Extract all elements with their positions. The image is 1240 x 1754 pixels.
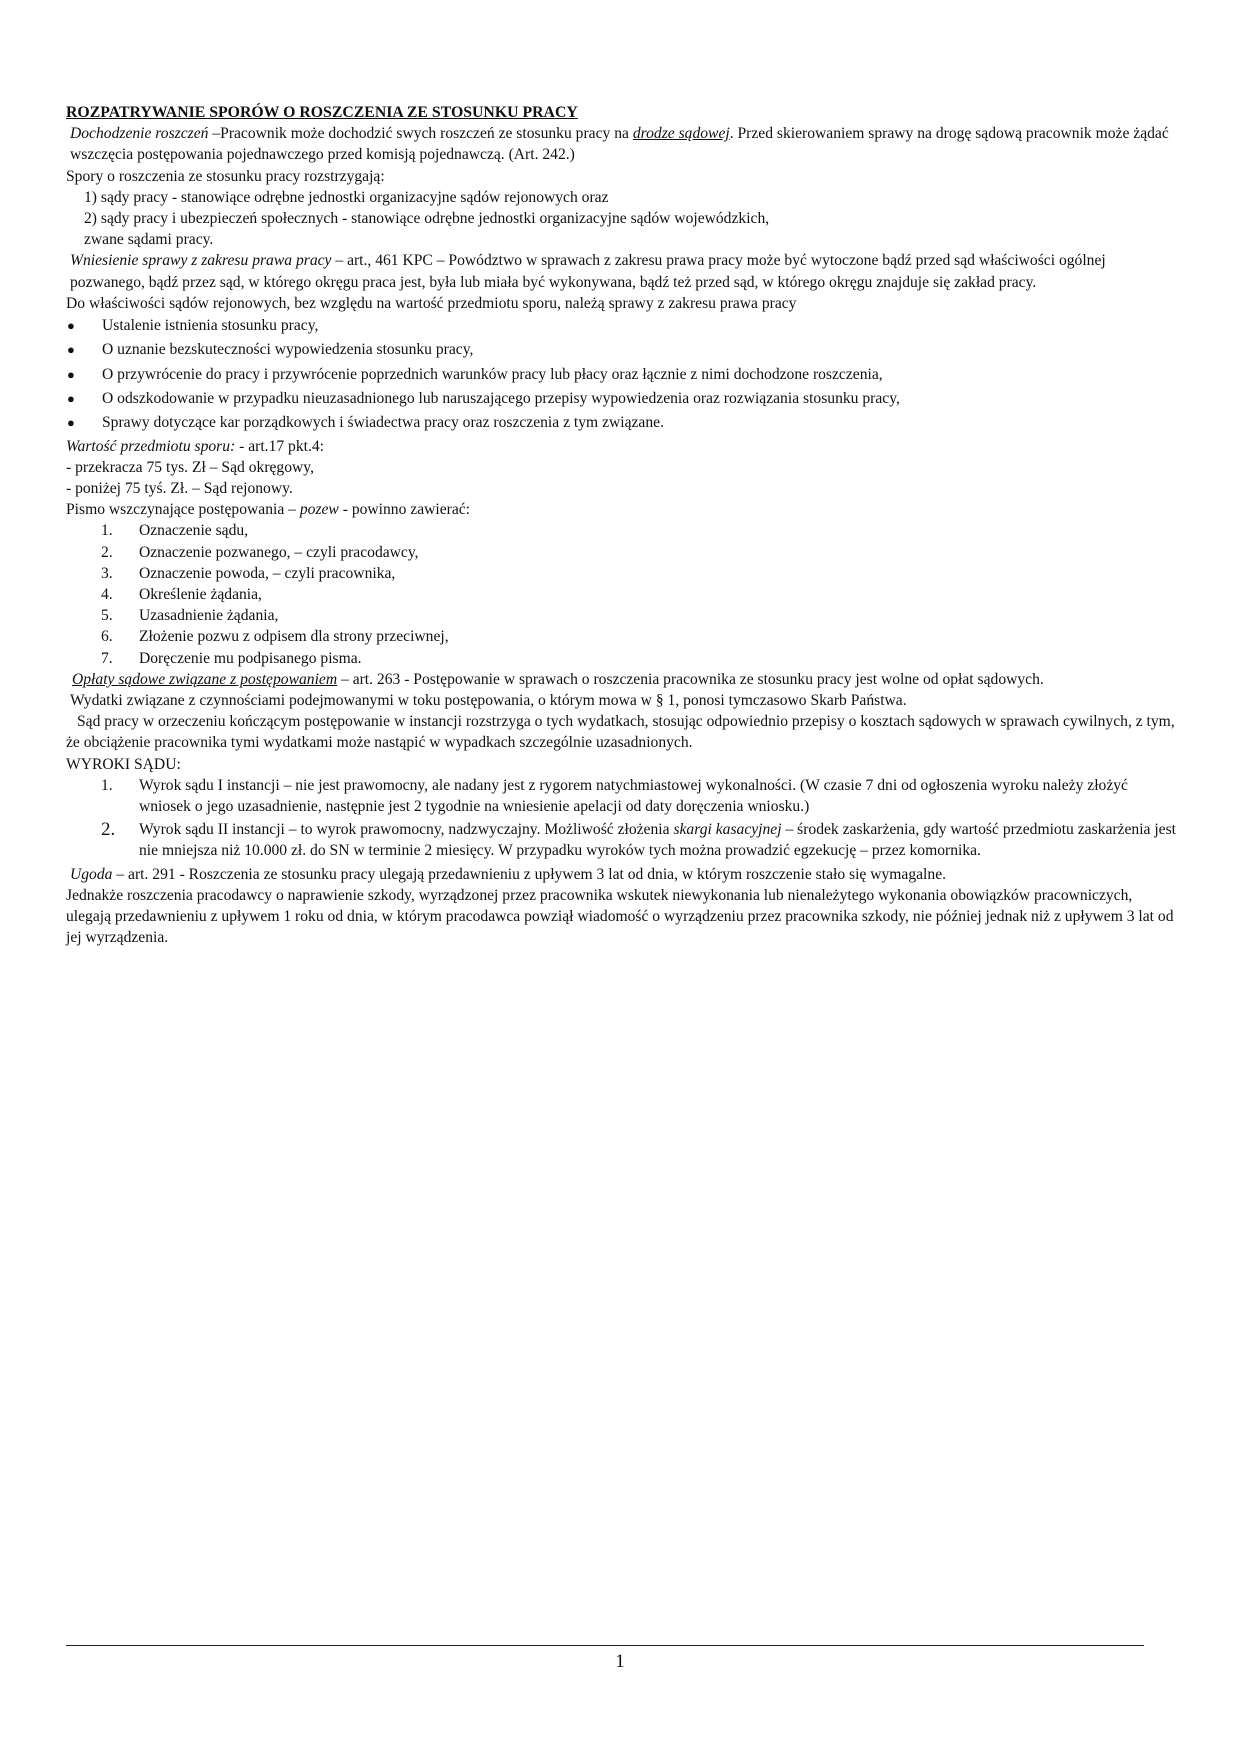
courts-list bbox=[66, 187, 1176, 251]
verdict-item-2-text-b: – środek zaskarżenia, gdy wartość przedmiotu zaskarżenia jest nie mniejsza niż 10.000 zł. do SN w terminie 2 miesięcy. W przypadku wyroków tych można prowadzić egzekucję – przez komornika. bbox=[139, 821, 1177, 860]
bullet-icon: ● bbox=[67, 318, 75, 334]
document-title: ROZPATRYWANIE SPORÓW O ROSZCZENIA ZE STOSUNKU PRACY bbox=[66, 104, 578, 121]
list-number: 4. bbox=[101, 585, 113, 603]
list-item-text: Ustalenie istnienia stosunku pracy, bbox=[102, 317, 319, 335]
district-bullet-list bbox=[66, 314, 1176, 435]
fees-term: Opłaty sądowe związane z postępowaniem bbox=[72, 670, 338, 688]
courts-item-2: 2) sądy pracy i ubezpieczeń społecznych - stanowiące odrębne jednostki organizacyjne sądów wojewódzkich, bbox=[84, 210, 770, 228]
verdicts-heading: WYROKI SĄDU: bbox=[66, 755, 181, 773]
district-heading: Do właściwości sądów rejonowych, bez względu na wartość przedmiotu sporu, należą sprawy z zakresu prawa pracy bbox=[66, 294, 797, 312]
list-number: 6. bbox=[101, 628, 113, 646]
page-number: 1 bbox=[615, 1651, 625, 1672]
fees-text: – art. 263 - Postępowanie w sprawach o roszczenia pracownika ze stosunku pracy jest wolne od opłat sądowych. bbox=[337, 670, 1044, 688]
settlement-text: – art. 291 - Roszczenia ze stosunku pracy ulegają przedawnieniu z upływem 3 lat od dnia, w którym roszczenie stało się wymagalne. bbox=[112, 865, 947, 883]
claim-text-2: - powinno zawierać: bbox=[338, 501, 471, 519]
filing-term: Wniesienie sprawy z zakresu prawa pracy bbox=[70, 252, 332, 270]
list-item-text: O przywrócenie do pracy i przywrócenie poprzednich warunków pracy lub płacy oraz łącznie z nimi dochodzone roszczenia, bbox=[102, 365, 883, 383]
value-paragraph bbox=[66, 436, 1176, 457]
list-item bbox=[66, 314, 1176, 338]
verdict-item-2-text-a: Wyrok sądu II instancji – to wyrok prawomocny, nadzwyczajny. Możliwość złożenia bbox=[139, 821, 674, 839]
bullet-icon: ● bbox=[67, 390, 75, 406]
list-item bbox=[66, 387, 1176, 411]
list-number: 5. bbox=[101, 607, 113, 625]
list-item bbox=[66, 605, 1176, 626]
list-item-text: Określenie żądania, bbox=[139, 585, 262, 603]
courts-heading: Spory o roszczenia ze stosunku pracy rozstrzygają: bbox=[66, 167, 385, 185]
list-number: 2. bbox=[101, 543, 113, 561]
list-number: 1. bbox=[101, 776, 113, 794]
verdict-item-2-term: skargi kasacyjnej bbox=[673, 821, 782, 839]
bullet-icon: ● bbox=[67, 366, 75, 382]
list-item bbox=[66, 584, 1176, 605]
settlement-term: Ugoda bbox=[70, 865, 113, 883]
list-number: 7. bbox=[101, 649, 113, 667]
claim-text-1: Pismo wszczynające postępowania – bbox=[66, 501, 300, 519]
list-item bbox=[66, 542, 1176, 563]
value-line-1: - przekracza 75 tys. Zł – Sąd okręgowy, bbox=[66, 458, 314, 476]
settlement-paragraph-2: Jednakże roszczenia pracodawcy o naprawienie szkody, wyrządzonej przez pracownika wskutek niewykonania lub nienależytego wykonania obowiązków pracowniczych, ulegają przedawnieniu z upływem 1 roku od dnia, w którym pracodawca powziął wiadomość o wyrządzeniu przez pracownika szkody, nie później jednak niż z upływem 3 lat od jej wyrządzenia. bbox=[66, 886, 1174, 947]
intro-paragraph bbox=[66, 123, 1176, 165]
list-item-text: O odszkodowanie w przypadku nieuzasadnionego lub naruszającego przepisy wypowiedzenia oraz rozwiązania stosunku pracy, bbox=[102, 389, 900, 407]
list-number: 1. bbox=[101, 522, 113, 540]
claim-list bbox=[66, 520, 1176, 668]
document-page bbox=[66, 102, 1176, 948]
list-item bbox=[66, 363, 1176, 387]
footer-divider bbox=[66, 1645, 1144, 1646]
list-item bbox=[66, 626, 1176, 647]
list-item-text: Sprawy dotyczące kar porządkowych i świadectwa pracy oraz roszczenia z tym związane. bbox=[102, 414, 664, 432]
list-item-text: O uznanie bezskuteczności wypowiedzenia stosunku pracy, bbox=[102, 341, 474, 359]
filing-paragraph bbox=[66, 250, 1176, 292]
list-item bbox=[66, 563, 1176, 584]
list-item bbox=[66, 520, 1176, 541]
value-term: Wartość przedmiotu sporu: bbox=[66, 437, 236, 455]
intro-term: Dochodzenie roszczeń bbox=[70, 125, 209, 143]
verdict-item-2 bbox=[66, 819, 1176, 861]
intro-text-2: . Przed skierowaniem sprawy na drogę sądową pracownik może żądać wszczęcia postępowania pojednawczego przed komisją pojednawczą. (Art. 242.) bbox=[70, 125, 1169, 164]
value-line-2: - poniżej 75 tyś. Zł. – Sąd rejonowy. bbox=[66, 479, 293, 497]
bullet-icon: ● bbox=[67, 342, 75, 358]
list-number: 2. bbox=[101, 819, 116, 841]
list-item-text: Oznaczenie pozwanego, – czyli pracodawcy, bbox=[139, 543, 419, 561]
fees-paragraph-2: Wydatki związane z czynnościami podejmowanymi w toku postępowania, o którym mowa w § 1, ponosi tymczasowo Skarb Państwa. bbox=[70, 691, 907, 709]
list-item-text: Oznaczenie powoda, – czyli pracownika, bbox=[139, 564, 396, 582]
fees-paragraph-3: Sąd pracy w orzeczeniu kończącym postępowanie w instancji rozstrzyga o tych wydatkach, stosując odpowiednio przepisy o kosztach sądowych w sprawach cywilnych, z tym, że obciążenie pracownika tymi wydatkami może nastąpić w wypadkach szczególnie uzasadnionych. bbox=[66, 713, 1175, 752]
list-item-text: Złożenie pozwu z odpisem dla strony przeciwnej, bbox=[139, 628, 449, 646]
list-item-text: Doręczenie mu podpisanego pisma. bbox=[139, 649, 362, 667]
courts-item-2-cont: zwane sądami pracy. bbox=[84, 231, 214, 249]
claim-paragraph bbox=[66, 499, 1176, 520]
value-text: - art.17 pkt.4: bbox=[235, 437, 325, 455]
claim-term: pozew bbox=[299, 501, 339, 519]
list-item-text: Oznaczenie sądu, bbox=[139, 522, 249, 540]
list-item bbox=[66, 411, 1176, 435]
list-number: 3. bbox=[101, 564, 113, 582]
list-item-text: Uzasadnienie żądania, bbox=[139, 607, 279, 625]
settlement-paragraph bbox=[66, 864, 1176, 885]
intro-term-2: drodze sądowej bbox=[632, 125, 730, 143]
fees-paragraph bbox=[66, 669, 1176, 690]
verdicts-list bbox=[66, 775, 1176, 862]
intro-text-1: –Pracownik może dochodzić swych roszczeń ze stosunku pracy na bbox=[208, 125, 633, 143]
list-item bbox=[66, 338, 1176, 362]
verdict-item-1-text: Wyrok sądu I instancji – nie jest prawomocny, ale nadany jest z rygorem natychmiastowej wykonalności. (W czasie 7 dni od ogłoszenia wyroku należy złożyć wniosek o jego uzasadnienie, następnie jest 2 tygodnie na wniesienie apelacji od daty doręczenia wniosku.) bbox=[139, 776, 1128, 815]
list-item bbox=[66, 648, 1176, 669]
filing-text: – art., 461 KPC – Powództwo w sprawach z zakresu prawa pracy może być wytoczone bądź przed sąd właściwości ogólnej pozwanego, bądź przez sąd, w którego okręgu praca jest, była lub miała być wykonywana, bądź też przed sąd, w którego okręgu znajduje się zakład pracy. bbox=[70, 252, 1106, 291]
bullet-icon: ● bbox=[67, 415, 75, 431]
courts-item-1: 1) sądy pracy - stanowiące odrębne jednostki organizacyjne sądów rejonowych oraz bbox=[84, 188, 609, 206]
verdict-item-1 bbox=[66, 775, 1176, 817]
